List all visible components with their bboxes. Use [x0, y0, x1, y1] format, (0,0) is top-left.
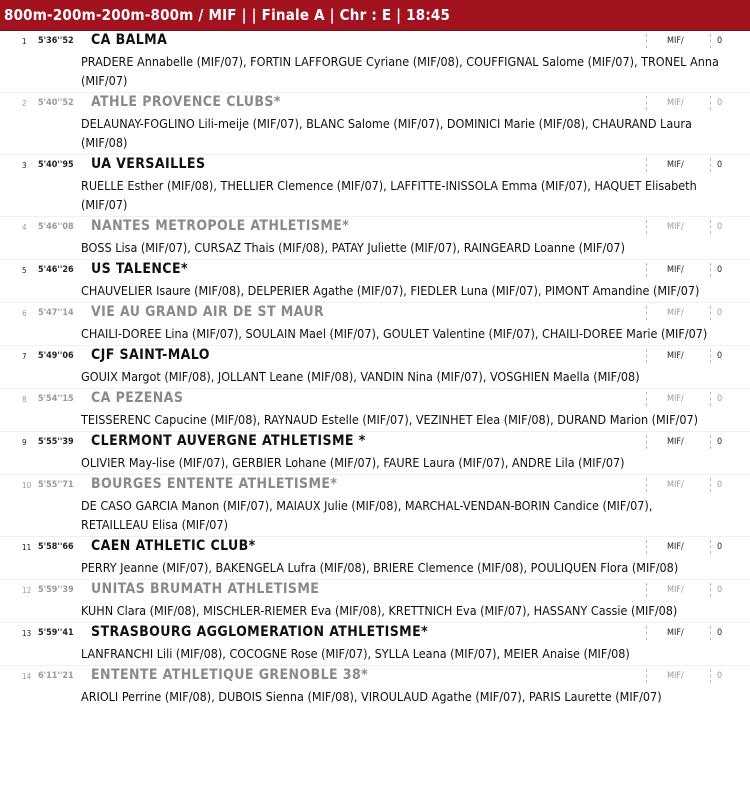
points: 0	[717, 265, 723, 275]
result-row-header	[0, 31, 750, 52]
result-row	[0, 154, 750, 216]
result-row	[0, 259, 750, 302]
rank: 1	[22, 37, 27, 46]
result-row	[0, 216, 750, 259]
category: MIF/	[667, 308, 684, 318]
points: 0	[717, 222, 723, 232]
result-row-header	[0, 155, 750, 176]
rank: 12	[22, 586, 32, 595]
athlete-list: CHAUVELIER Isaure (MIF/08), DELPERIER Agathe (MIF/07), FIEDLER Luna (MIF/07), PIMONT Amandine (MIF/07)	[81, 283, 700, 298]
athlete-list: GOUIX Margot (MIF/08), JOLLANT Leane (MIF/08), VANDIN Nina (MIF/07), VOSGHIEN Maella (MIF/08)	[81, 369, 640, 384]
team-name: ATHLE PROVENCE CLUBS*	[91, 94, 281, 110]
column-divider	[646, 306, 647, 320]
result-row-header	[0, 303, 750, 324]
rank: 11	[22, 543, 32, 552]
result-row	[0, 431, 750, 474]
points: 0	[717, 480, 723, 490]
column-divider	[646, 349, 647, 363]
page-title: 800m-200m-200m-800m / MIF | | Finale A | Chr : E | 18:45	[0, 0, 750, 31]
column-divider	[710, 220, 711, 234]
column-divider	[646, 263, 647, 277]
finish-time: 5'59''41	[38, 628, 74, 638]
column-divider	[710, 435, 711, 449]
category: MIF/	[667, 437, 684, 447]
column-divider	[646, 669, 647, 683]
team-name: CAEN ATHLETIC CLUB*	[91, 538, 256, 554]
column-divider	[710, 626, 711, 640]
result-row-header	[0, 217, 750, 238]
athlete-list: TEISSERENC Capucine (MIF/08), RAYNAUD Estelle (MIF/07), VEZINHET Elea (MIF/08), DURAND Marion (MIF/07)	[81, 412, 699, 427]
points: 0	[717, 98, 723, 108]
result-row	[0, 474, 750, 536]
rank: 8	[22, 395, 27, 404]
points: 0	[717, 671, 723, 681]
rank: 3	[22, 161, 27, 170]
finish-time: 5'46''08	[38, 222, 74, 232]
result-row-header	[0, 580, 750, 601]
column-divider	[710, 669, 711, 683]
team-name: VIE AU GRAND AIR DE ST MAUR	[91, 304, 325, 320]
finish-time: 5'40''52	[38, 98, 74, 108]
athlete-list: RUELLE Esther (MIF/08), THELLIER Clemence (MIF/07), LAFFITTE-INISSOLA Emma (MIF/07), HAQUET Elisabeth (MIF/07)	[81, 178, 697, 212]
finish-time: 5'36''52	[38, 36, 74, 46]
category: MIF/	[667, 222, 684, 232]
column-divider	[646, 220, 647, 234]
athlete-list: DELAUNAY-FOGLINO Lili-meije (MIF/07), BLANC Salome (MIF/07), DOMINICI Marie (MIF/08), CHAURAND Laura (MIF/08)	[81, 116, 692, 150]
athlete-list: PRADERE Annabelle (MIF/07), FORTIN LAFFORGUE Cyriane (MIF/08), COUFFIGNAL Salome (MIF/07), TRONEL Anna (MIF/07)	[81, 54, 719, 88]
category: MIF/	[667, 265, 684, 275]
result-row	[0, 388, 750, 431]
finish-time: 6'11''21	[38, 671, 74, 681]
team-name: CA BALMA	[91, 32, 168, 48]
result-row	[0, 92, 750, 154]
athlete-list: DE CASO GARCIA Manon (MIF/07), MAIAUX Julie (MIF/08), MARCHAL-VENDAN-BORIN Candice (MIF/07), RETAILLEAU Elisa (MIF/07)	[81, 498, 653, 532]
column-divider	[646, 478, 647, 492]
team-name: CA PEZENAS	[91, 390, 184, 406]
team-name: BOURGES ENTENTE ATHLETISME*	[91, 476, 338, 492]
finish-time: 5'58''66	[38, 542, 74, 552]
points: 0	[717, 36, 723, 46]
finish-time: 5'47''14	[38, 308, 74, 318]
team-name: ENTENTE ATHLETIQUE GRENOBLE 38*	[91, 667, 369, 683]
athlete-list: OLIVIER May-lise (MIF/07), GERBIER Lohane (MIF/07), FAURE Laura (MIF/07), ANDRE Lila (MIF/07)	[81, 455, 625, 470]
column-divider	[646, 435, 647, 449]
team-name: NANTES METROPOLE ATHLETISME*	[91, 218, 350, 234]
category: MIF/	[667, 160, 684, 170]
category: MIF/	[667, 98, 684, 108]
column-divider	[646, 158, 647, 172]
column-divider	[646, 540, 647, 554]
athlete-list: LANFRANCHI Lili (MIF/08), COCOGNE Rose (MIF/07), SYLLA Leana (MIF/07), MEIER Anaise (MIF/08)	[81, 646, 630, 661]
column-divider	[710, 34, 711, 48]
points: 0	[717, 394, 723, 404]
result-row	[0, 536, 750, 579]
column-divider	[646, 583, 647, 597]
points: 0	[717, 437, 723, 447]
category: MIF/	[667, 394, 684, 404]
category: MIF/	[667, 585, 684, 595]
points: 0	[717, 308, 723, 318]
result-row-header	[0, 537, 750, 558]
column-divider	[710, 583, 711, 597]
result-row-header	[0, 389, 750, 410]
result-row-header	[0, 475, 750, 496]
rank: 4	[22, 223, 27, 232]
result-row	[0, 31, 750, 92]
category: MIF/	[667, 351, 684, 361]
category: MIF/	[667, 628, 684, 638]
column-divider	[646, 392, 647, 406]
points: 0	[717, 628, 723, 638]
athlete-list: KUHN Clara (MIF/08), MISCHLER-RIEMER Eva (MIF/08), KRETTNICH Eva (MIF/07), HASSANY Cassie (MIF/08)	[81, 603, 678, 618]
column-divider	[710, 478, 711, 492]
rank: 6	[22, 309, 27, 318]
finish-time: 5'54''15	[38, 394, 74, 404]
category: MIF/	[667, 671, 684, 681]
column-divider	[710, 263, 711, 277]
team-name: UA VERSAILLES	[91, 156, 206, 172]
column-divider	[710, 349, 711, 363]
finish-time: 5'40''95	[38, 160, 74, 170]
result-row-header	[0, 93, 750, 114]
result-row	[0, 302, 750, 345]
points: 0	[717, 542, 723, 552]
team-name: STRASBOURG AGGLOMERATION ATHLETISME*	[91, 624, 429, 640]
result-row	[0, 579, 750, 622]
result-row-header	[0, 260, 750, 281]
team-name: US TALENCE*	[91, 261, 188, 277]
finish-time: 5'46''26	[38, 265, 74, 275]
column-divider	[710, 306, 711, 320]
category: MIF/	[667, 542, 684, 552]
result-row-header	[0, 666, 750, 687]
column-divider	[710, 540, 711, 554]
column-divider	[646, 96, 647, 110]
athlete-list: ARIOLI Perrine (MIF/08), DUBOIS Sienna (MIF/08), VIROULAUD Agathe (MIF/07), PARIS Laurette (MIF/07)	[81, 689, 662, 704]
result-row-header	[0, 346, 750, 367]
column-divider	[710, 96, 711, 110]
rank: 13	[22, 629, 32, 638]
points: 0	[717, 585, 723, 595]
result-row-header	[0, 623, 750, 644]
team-name: CLERMONT AUVERGNE ATHLETISME *	[91, 433, 366, 449]
finish-time: 5'59''39	[38, 585, 74, 595]
team-name: CJF SAINT-MALO	[91, 347, 210, 363]
rank: 9	[22, 438, 27, 447]
finish-time: 5'55''71	[38, 480, 74, 490]
category: MIF/	[667, 36, 684, 46]
result-row-header	[0, 432, 750, 453]
athlete-list: CHAILI-DOREE Lina (MIF/07), SOULAIN Mael (MIF/07), GOULET Valentine (MIF/07), CHAILI-DOREE Marie (MIF/07)	[81, 326, 708, 341]
result-row	[0, 345, 750, 388]
athlete-list: PERRY Jeanne (MIF/07), BAKENGELA Lufra (MIF/08), BRIERE Clemence (MIF/08), POULIQUEN Flora (MIF/08)	[81, 560, 679, 575]
rank: 7	[22, 352, 27, 361]
finish-time: 5'49''06	[38, 351, 74, 361]
result-row	[0, 622, 750, 665]
rank: 5	[22, 266, 27, 275]
rank: 14	[22, 672, 32, 681]
category: MIF/	[667, 480, 684, 490]
rank: 2	[22, 99, 27, 108]
points: 0	[717, 351, 723, 361]
column-divider	[646, 34, 647, 48]
points: 0	[717, 160, 723, 170]
rank: 10	[22, 481, 32, 490]
column-divider	[646, 626, 647, 640]
column-divider	[710, 158, 711, 172]
finish-time: 5'55''39	[38, 437, 74, 447]
results-list	[0, 31, 750, 708]
result-row	[0, 665, 750, 708]
team-name: UNITAS BRUMATH ATHLETISME	[91, 581, 320, 597]
athlete-list: BOSS Lisa (MIF/07), CURSAZ Thais (MIF/08), PATAY Juliette (MIF/07), RAINGEARD Loanne (MIF/07)	[81, 240, 625, 255]
column-divider	[710, 392, 711, 406]
